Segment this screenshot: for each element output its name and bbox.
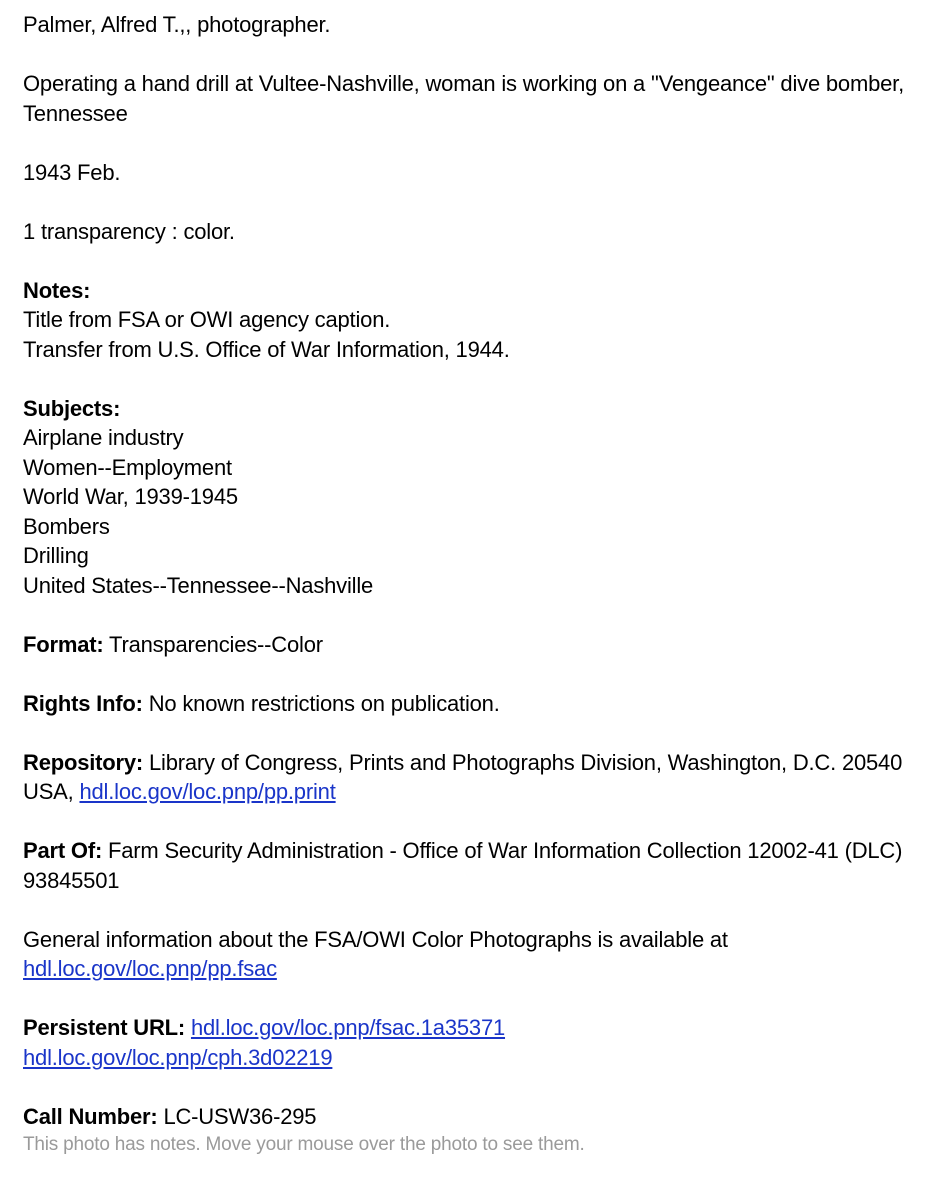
title-block (23, 69, 938, 128)
repository-section (23, 748, 938, 807)
persistent-url-link[interactable]: hdl.loc.gov/loc.pnp/cph.3d02219 (23, 1044, 333, 1070)
subjects-label: Subjects: (23, 395, 121, 421)
subject-item: World War, 1939-1945 (23, 484, 238, 509)
subject-item: United States--Tennessee--Nashville (23, 572, 374, 598)
catalog-record (23, 10, 938, 1159)
creator: Palmer, Alfred T.,, photographer. (23, 12, 331, 37)
persistent-url-section (23, 1013, 938, 1072)
record-title: Operating a hand drill at Vultee-Nashville, woman is working on a "Vengeance" dive bomber, Tennessee (23, 71, 904, 126)
persistent-url-label: Persistent URL: (23, 1015, 186, 1040)
rights-value: No known restrictions on publication. (148, 690, 500, 716)
format-label: Format: (23, 631, 104, 657)
repository-label: Repository: (23, 749, 144, 775)
format-value: Transparencies--Color (109, 631, 323, 657)
subject-item: Women--Employment (23, 454, 232, 480)
notes-label: Notes: (23, 277, 91, 303)
general-info-text: General information about the FSA/OWI Color Photographs is available at (23, 926, 728, 952)
format-section (23, 630, 938, 660)
subject-item: Airplane industry (23, 425, 184, 450)
creator-block (23, 10, 938, 40)
part-of-label: Part Of: (23, 838, 103, 863)
call-number-label: Call Number: (23, 1103, 158, 1129)
photo-notes-hint: This photo has notes. Move your mouse over the photo to see them. (23, 1134, 585, 1155)
part-of-section (23, 836, 938, 895)
record-date: 1943 Feb. (23, 159, 121, 185)
repository-value: Library of Congress, Prints and Photographs Division, Washington, D.C. 20540 USA, (23, 749, 903, 804)
date-block (23, 158, 938, 188)
call-number-section (23, 1102, 938, 1160)
record-medium: 1 transparency : color. (23, 218, 235, 244)
call-number-value: LC-USW36-295 (163, 1103, 317, 1129)
medium-block (23, 217, 938, 247)
notes-line: Title from FSA or OWI agency caption. (23, 307, 391, 332)
subject-item: Bombers (23, 513, 110, 539)
notes-line: Transfer from U.S. Office of War Information, 1944. (23, 336, 510, 362)
repository-link[interactable]: hdl.loc.gov/loc.pnp/pp.print (79, 779, 336, 804)
rights-section (23, 689, 938, 719)
general-info-link[interactable]: hdl.loc.gov/loc.pnp/pp.fsac (23, 956, 277, 981)
subjects-section (23, 394, 938, 601)
part-of-value: Farm Security Administration - Office of War Information Collection 12002-41 (DLC) 93845501 (23, 838, 903, 893)
notes-section (23, 276, 938, 365)
persistent-url-link[interactable]: hdl.loc.gov/loc.pnp/fsac.1a35371 (190, 1015, 506, 1040)
general-info-section (23, 925, 938, 984)
rights-label: Rights Info: (23, 690, 143, 716)
subject-item: Drilling (23, 543, 89, 568)
